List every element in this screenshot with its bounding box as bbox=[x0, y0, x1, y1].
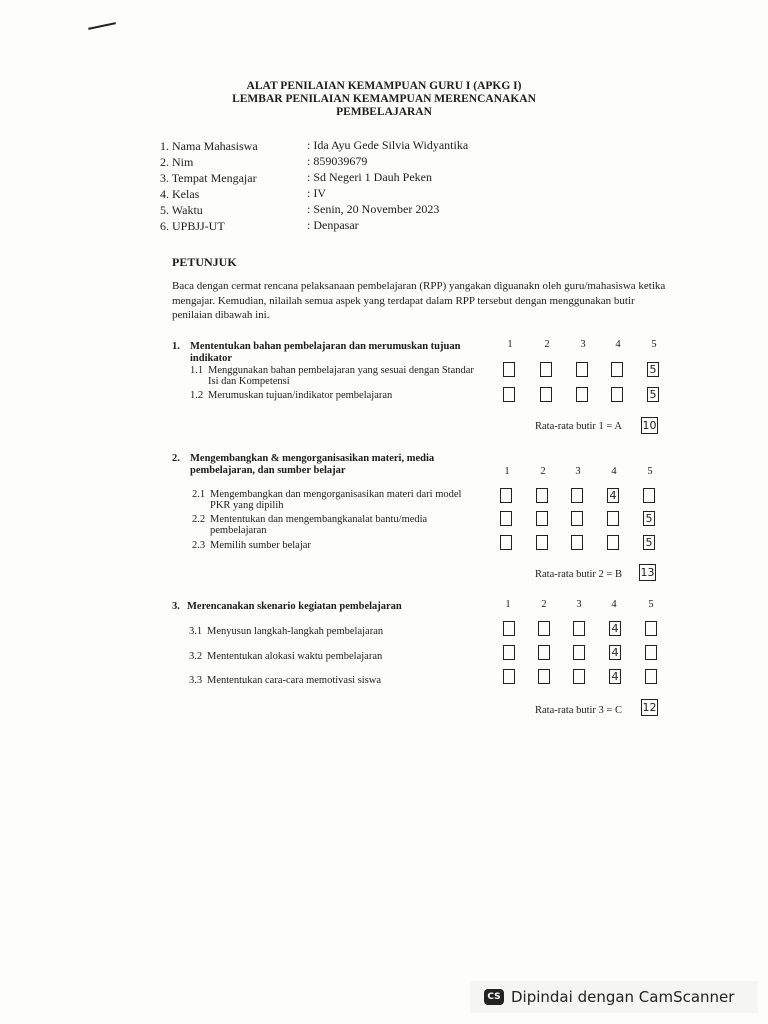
info-label: 4. Kelas bbox=[160, 187, 200, 201]
score-box[interactable] bbox=[609, 669, 621, 684]
criterion-number: 2.3 bbox=[192, 540, 206, 551]
info-value: : 859039679 bbox=[307, 154, 368, 168]
score-box[interactable] bbox=[611, 387, 623, 402]
section-title: Mententukan bahan pembelajaran dan merumuskan tujuan bbox=[190, 341, 461, 352]
info-value: : Senin, 20 November 2023 bbox=[307, 202, 440, 216]
criterion-2-3 bbox=[192, 540, 497, 552]
score-box[interactable] bbox=[607, 511, 619, 526]
average-label: Rata-rata butir 1 = A bbox=[535, 421, 622, 432]
average-value-box[interactable]: 13 bbox=[640, 566, 655, 579]
scale-header-4: 4 bbox=[611, 466, 617, 477]
section-number: 2. bbox=[172, 453, 180, 464]
score-box[interactable] bbox=[607, 488, 619, 503]
info-value: : Sd Negeri 1 Dauh Peken bbox=[307, 170, 432, 184]
scale-header-4: 4 bbox=[615, 339, 621, 350]
score-box[interactable] bbox=[500, 535, 512, 550]
score-box[interactable] bbox=[571, 511, 583, 526]
score-box[interactable] bbox=[538, 621, 550, 636]
criterion-text-cont: pembelajaran bbox=[210, 525, 267, 536]
score-box[interactable] bbox=[500, 488, 512, 503]
scale-header-1: 1 bbox=[504, 466, 510, 477]
score-box[interactable] bbox=[576, 387, 588, 402]
average-value-box[interactable]: 12 bbox=[642, 701, 657, 714]
score-box[interactable] bbox=[536, 488, 548, 503]
handwritten-score: 5 bbox=[649, 388, 657, 401]
scale-header-4: 4 bbox=[611, 599, 617, 610]
document-title-line3: PEMBELAJARAN bbox=[336, 106, 432, 118]
score-box[interactable] bbox=[571, 535, 583, 550]
score-box[interactable] bbox=[609, 621, 621, 636]
criterion-2-2 bbox=[192, 514, 497, 538]
camscanner-watermark bbox=[470, 981, 758, 1013]
section-title: Mengembangkan & mengorganisasikan materi, media bbox=[190, 453, 435, 464]
info-label: 5. Waktu bbox=[160, 203, 203, 217]
handwritten-score: 4 bbox=[611, 646, 619, 659]
criterion-text: Mententukan alokasi waktu pembelajaran bbox=[207, 651, 383, 662]
score-box[interactable] bbox=[573, 669, 585, 684]
score-box[interactable] bbox=[643, 535, 655, 550]
score-box[interactable] bbox=[503, 387, 515, 402]
criterion-number: 2.1 bbox=[192, 489, 206, 500]
criterion-text-cont: Isi dan Kompetensi bbox=[208, 376, 290, 387]
score-box[interactable] bbox=[573, 621, 585, 636]
section-title: Merencanakan skenario kegiatan pembelajaran bbox=[187, 601, 402, 612]
score-box[interactable] bbox=[576, 362, 588, 377]
score-box[interactable] bbox=[643, 511, 655, 526]
score-box[interactable] bbox=[647, 362, 659, 377]
average-label: Rata-rata butir 2 = B bbox=[535, 569, 622, 580]
score-box[interactable] bbox=[540, 362, 552, 377]
score-box[interactable] bbox=[538, 669, 550, 684]
info-value: : IV bbox=[307, 186, 326, 200]
criterion-text: Merumuskan tujuan/indikator pembelajaran bbox=[208, 390, 393, 401]
scale-header-3: 3 bbox=[575, 466, 581, 477]
criterion-text: Mententukan dan mengembangkanalat bantu/media bbox=[210, 514, 428, 525]
instructions-text: Baca dengan cermat rencana pelaksanaan pembelajaran (RPP) yangakan diguanakn oleh guru/mahasiswa ketika mengajar. Kemudian, nilailah semua aspek yang terdapat dalam RPP tersebut dengan menggunakan butir penilaian dibawah ini. bbox=[172, 280, 666, 321]
criterion-number: 3.3 bbox=[189, 675, 203, 686]
score-box[interactable] bbox=[536, 535, 548, 550]
criterion-number: 2.2 bbox=[192, 514, 206, 525]
criterion-text: Memilih sumber belajar bbox=[210, 540, 311, 551]
criterion-3-2 bbox=[189, 651, 494, 663]
info-label: 6. UPBJJ-UT bbox=[160, 219, 225, 233]
score-box[interactable] bbox=[571, 488, 583, 503]
score-box[interactable] bbox=[645, 669, 657, 684]
score-box[interactable] bbox=[500, 511, 512, 526]
score-box[interactable] bbox=[503, 645, 515, 660]
info-label: 3. Tempat Mengajar bbox=[160, 171, 257, 185]
info-label: 2. Nim bbox=[160, 155, 194, 169]
score-box[interactable] bbox=[536, 511, 548, 526]
section-title-cont: indikator bbox=[190, 353, 233, 364]
criterion-1-2 bbox=[190, 390, 500, 402]
criterion-text: Mengembangkan dan mengorganisasikan materi dari model bbox=[210, 489, 462, 500]
scale-header-5: 5 bbox=[651, 339, 657, 350]
scale-header-5: 5 bbox=[647, 466, 653, 477]
handwritten-score: 4 bbox=[611, 670, 619, 683]
criterion-text: Menggunakan bahan pembelajaran yang sesuai dengan Standar bbox=[208, 365, 474, 376]
score-box[interactable] bbox=[607, 535, 619, 550]
scale-header-3: 3 bbox=[576, 599, 582, 610]
scale-header-5: 5 bbox=[648, 599, 654, 610]
criterion-3-1 bbox=[189, 626, 494, 638]
criterion-number: 3.2 bbox=[189, 651, 203, 662]
criterion-number: 1.2 bbox=[190, 390, 204, 401]
score-box[interactable] bbox=[611, 362, 623, 377]
section-number: 3. bbox=[172, 601, 180, 612]
camscanner-icon: CS bbox=[484, 989, 504, 1005]
criterion-text-cont: PKR yang dipilih bbox=[210, 500, 284, 511]
average-label: Rata-rata butir 3 = C bbox=[535, 705, 622, 716]
average-value-box[interactable]: 10 bbox=[642, 419, 657, 432]
scale-header-2: 2 bbox=[540, 466, 546, 477]
document-title-line2: LEMBAR PENILAIAN KEMAMPUAN MERENCANAKAN bbox=[232, 93, 536, 105]
criterion-text: Menyusun langkah-langkah pembelajaran bbox=[207, 626, 384, 637]
handwritten-score: 4 bbox=[611, 622, 619, 635]
score-box[interactable] bbox=[503, 621, 515, 636]
criterion-1-1 bbox=[190, 365, 500, 389]
score-box[interactable] bbox=[645, 621, 657, 636]
score-box[interactable] bbox=[503, 669, 515, 684]
watermark-text: Dipindai dengan CamScanner bbox=[511, 988, 735, 1006]
info-value: : Ida Ayu Gede Silvia Widyantika bbox=[307, 138, 469, 152]
score-box[interactable] bbox=[503, 362, 515, 377]
scale-header-3: 3 bbox=[580, 339, 586, 350]
scale-header-2: 2 bbox=[544, 339, 550, 350]
section-number: 1. bbox=[172, 341, 180, 352]
criterion-3-3 bbox=[189, 675, 494, 687]
handwritten-score: 4 bbox=[609, 489, 617, 502]
score-box[interactable] bbox=[540, 387, 552, 402]
handwritten-score: 5 bbox=[645, 536, 653, 549]
scale-header-1: 1 bbox=[505, 599, 511, 610]
score-box[interactable] bbox=[538, 645, 550, 660]
info-value: : Denpasar bbox=[307, 218, 359, 232]
scale-header-2: 2 bbox=[541, 599, 547, 610]
handwritten-score: 5 bbox=[649, 363, 657, 376]
handwritten-score: 5 bbox=[645, 512, 653, 525]
score-box[interactable] bbox=[643, 488, 655, 503]
info-label: 1. Nama Mahasiswa bbox=[160, 139, 258, 153]
score-box[interactable] bbox=[609, 645, 621, 660]
section-title-cont: pembelajaran, dan sumber belajar bbox=[190, 465, 346, 476]
score-box[interactable] bbox=[645, 645, 657, 660]
scale-header-1: 1 bbox=[507, 339, 513, 350]
criterion-text: Mententukan cara-cara memotivasi siswa bbox=[207, 675, 382, 686]
criterion-number: 1.1 bbox=[190, 365, 204, 376]
pen-stroke-mark bbox=[88, 22, 116, 30]
document-title-line1: ALAT PENILAIAN KEMAMPUAN GURU I (APKG I) bbox=[246, 80, 522, 92]
instructions-heading: PETUNJUK bbox=[172, 255, 237, 269]
criterion-2-1 bbox=[192, 489, 497, 513]
score-box[interactable] bbox=[573, 645, 585, 660]
score-box[interactable] bbox=[647, 387, 659, 402]
criterion-number: 3.1 bbox=[189, 626, 203, 637]
